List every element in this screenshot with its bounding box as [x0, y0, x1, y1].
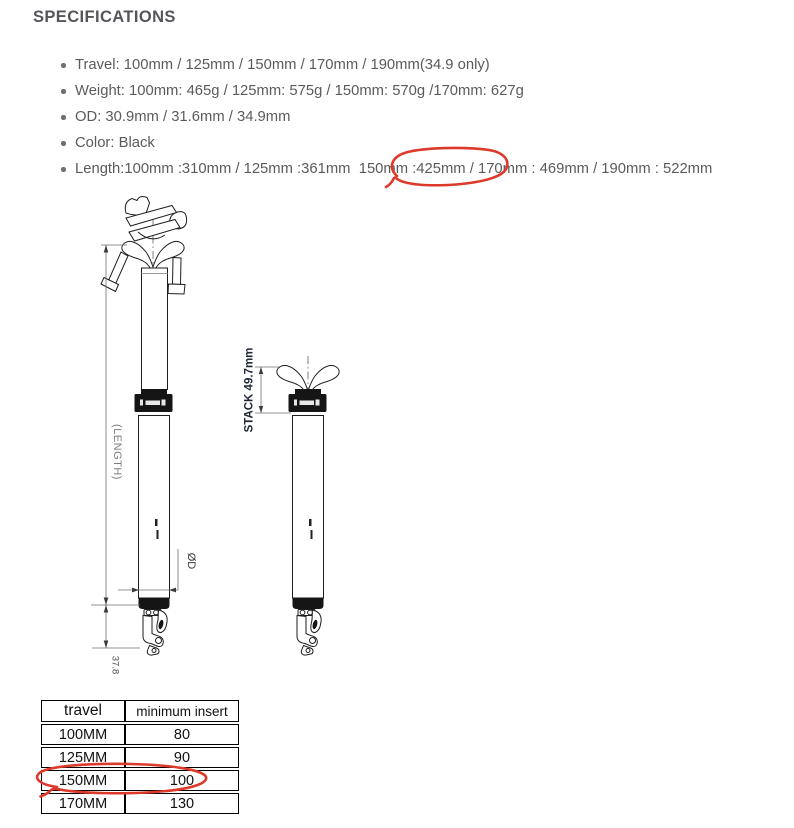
table-row [41, 793, 239, 814]
bullet-icon [61, 63, 66, 68]
spec-item-travel [59, 52, 779, 78]
bullet-icon [61, 89, 66, 94]
length-label: (LENGTH) [111, 424, 123, 480]
minimum-insert-cell: 130 [125, 793, 239, 814]
travel-cell: 150MM [41, 770, 125, 791]
spec-item-text: Weight: 100mm: 465g / 125mm: 575g / 150mm: 570g /170mm: 627g [75, 83, 524, 99]
seatpost-technical-drawing [85, 193, 385, 685]
minimum-insert-cell: 90 [125, 747, 239, 768]
bullet-icon [61, 167, 66, 172]
stack-label: STACK 49.7mm [243, 347, 256, 433]
spec-item-text: OD: 30.9mm / 31.6mm / 34.9mm [75, 109, 291, 125]
minimum-insert-cell: 100 [125, 770, 239, 791]
seatpost-extended-drawing [91, 197, 197, 675]
diameter-label: ØD [185, 552, 197, 570]
page-title: SPECIFICATIONS [33, 8, 176, 26]
insert-depth-dimension [92, 605, 140, 674]
spec-item-length [59, 156, 779, 182]
bullet-icon [61, 115, 66, 120]
stack-dimension [244, 348, 292, 433]
bullet-icon [61, 141, 66, 146]
travel-cell: 170MM [41, 793, 125, 814]
spec-item-text: Length:100mm :310mm / 125mm :361mm 150mm :425mm / 170mm : 469mm / 190mm : 522mm [75, 161, 713, 177]
spec-item-color [59, 130, 779, 156]
table-row [41, 724, 239, 745]
spec-item-weight [59, 78, 779, 104]
travel-cell: 125MM [41, 747, 125, 768]
spec-item-text: Color: Black [75, 135, 155, 151]
spec-item-od [59, 104, 779, 130]
table-header-row [41, 700, 239, 722]
insert-depth-label: 37.8 [109, 655, 121, 675]
insert-table [41, 698, 239, 816]
spec-item-text: Travel: 100mm / 125mm / 150mm / 170mm / 190mm(34.9 only) [75, 57, 490, 73]
minimum-insert-cell: 80 [125, 724, 239, 745]
table-row [41, 747, 239, 768]
column-header-travel: travel [41, 700, 125, 722]
table-row [41, 770, 239, 791]
travel-cell: 100MM [41, 724, 125, 745]
clamp-bolt-right [168, 258, 185, 295]
length-dimension [91, 245, 140, 605]
column-header-minimum-insert: minimum insert [125, 700, 239, 722]
seatpost-collapsed-drawing [244, 348, 340, 655]
spec-list [59, 52, 779, 182]
clamp-bolt-left [101, 252, 128, 292]
